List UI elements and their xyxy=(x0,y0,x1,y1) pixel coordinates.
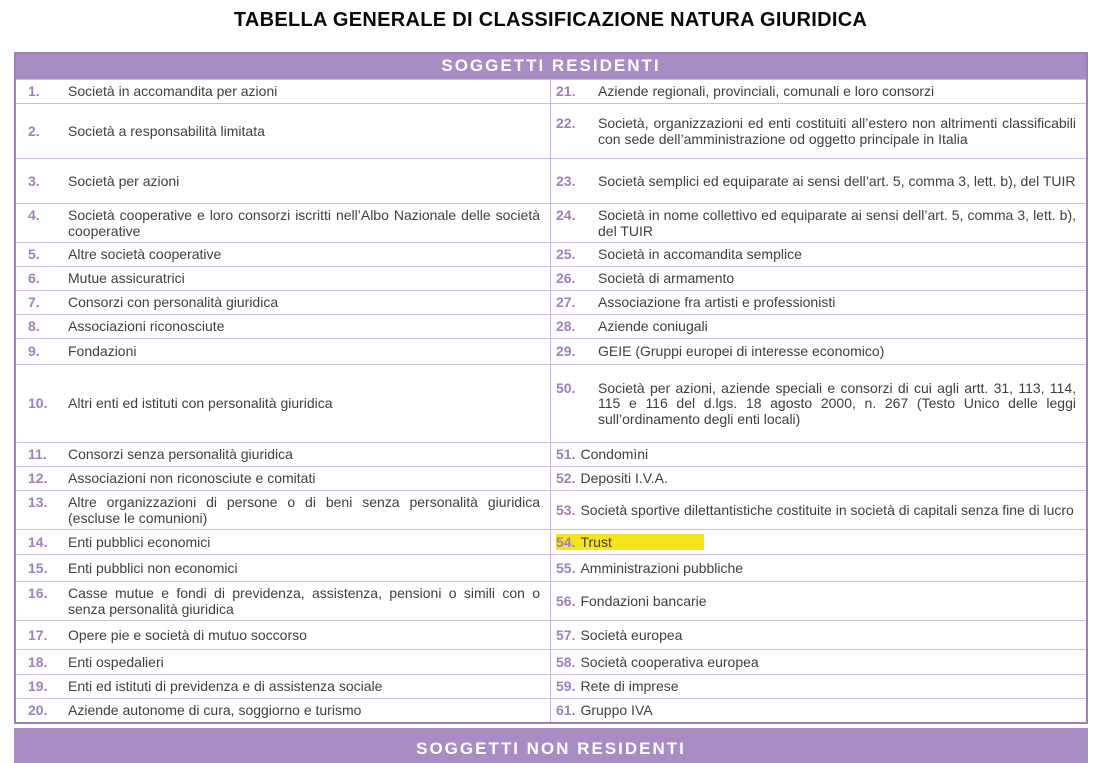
table-row xyxy=(16,698,1086,722)
right-cell xyxy=(551,555,1086,581)
left-cell xyxy=(16,530,551,554)
item-text: Società in accomandita semplice xyxy=(598,246,802,263)
item-text: Aziende regionali, provinciali, comunali e loro consorzi xyxy=(598,83,935,100)
item-number: 9. xyxy=(28,343,40,360)
item-content xyxy=(28,654,164,671)
right-cell xyxy=(551,621,1086,649)
table-row xyxy=(16,649,1086,674)
classification-table-body xyxy=(16,79,1086,722)
item-number: 56. xyxy=(556,592,576,609)
left-cell xyxy=(16,443,551,466)
item-text: Società per azioni, aziende speciali e consorzi di cui agli artt. 31, 113, 114, 115 e 116 del d.lgs. 18 agosto 2000, n. 267 (Testo Unico delle leggi sull’ordinamento degli enti locali) xyxy=(598,379,1076,427)
right-cell xyxy=(551,159,1086,203)
item-text: Amministrazioni pubbliche xyxy=(580,559,744,576)
item-text: Enti pubblici non economici xyxy=(68,559,238,576)
item-content xyxy=(28,318,224,335)
item-content xyxy=(28,585,540,617)
classification-table xyxy=(14,52,1088,763)
item-text: Enti ed istituti di previdenza e di assistenza sociale xyxy=(68,678,383,695)
item-number: 25. xyxy=(556,246,576,263)
item-content xyxy=(28,470,315,487)
item-content xyxy=(556,678,679,695)
item-content xyxy=(556,173,1076,190)
table-row xyxy=(16,79,1086,103)
item-text: Società in nome collettivo ed equiparate ai sensi dell’art. 5, comma 3, lett. b), del TUIR xyxy=(598,207,1076,239)
item-text: Associazioni riconosciute xyxy=(68,318,225,335)
item-number: 19. xyxy=(28,678,48,695)
trust-highlight xyxy=(556,534,704,551)
left-cell xyxy=(16,315,551,338)
item-number: 8. xyxy=(28,318,40,335)
item-text: GEIE (Gruppi europei di interesse economico) xyxy=(598,343,885,360)
item-text: Rete di imprese xyxy=(580,678,679,695)
item-number: 59. xyxy=(556,678,576,695)
item-content xyxy=(556,83,934,100)
table-row xyxy=(16,674,1086,698)
table-row xyxy=(16,554,1086,581)
item-content xyxy=(28,534,210,551)
item-number: 6. xyxy=(28,270,40,287)
item-text: Enti ospedalieri xyxy=(68,653,164,670)
left-cell xyxy=(16,491,551,529)
item-content xyxy=(556,246,802,263)
item-content xyxy=(556,115,1076,147)
item-number: 14. xyxy=(28,533,48,550)
item-content xyxy=(556,318,708,335)
item-number: 21. xyxy=(556,83,576,100)
table-row xyxy=(16,490,1086,529)
item-text: Fondazioni xyxy=(68,343,137,360)
right-cell xyxy=(551,699,1086,722)
item-content xyxy=(28,123,265,140)
left-cell xyxy=(16,621,551,649)
item-content xyxy=(28,83,277,100)
item-content xyxy=(556,446,648,463)
item-content xyxy=(556,593,707,610)
item-content xyxy=(556,270,734,287)
item-number: 61. xyxy=(556,702,576,719)
item-content xyxy=(28,246,221,263)
table-row xyxy=(16,103,1086,158)
item-number: 26. xyxy=(556,270,576,287)
item-number: 15. xyxy=(28,559,48,576)
item-content xyxy=(28,294,278,311)
item-text: Gruppo IVA xyxy=(580,702,653,719)
item-text: Associazione fra artisti e professionisti xyxy=(598,294,836,311)
item-number: 57. xyxy=(556,626,576,643)
left-cell xyxy=(16,267,551,290)
item-number: 28. xyxy=(556,318,576,335)
left-cell xyxy=(16,159,551,203)
item-content xyxy=(556,627,682,644)
item-number: 5. xyxy=(28,246,40,263)
right-cell xyxy=(551,443,1086,466)
right-cell xyxy=(551,291,1086,314)
item-number: 29. xyxy=(556,343,576,360)
table-row xyxy=(16,242,1086,266)
table-row xyxy=(16,314,1086,338)
right-cell xyxy=(551,243,1086,266)
item-number: 3. xyxy=(28,172,40,189)
right-cell xyxy=(551,267,1086,290)
right-cell xyxy=(551,204,1086,242)
right-cell xyxy=(551,467,1086,490)
item-content xyxy=(556,207,1076,239)
table-row xyxy=(16,466,1086,490)
item-number: 22. xyxy=(556,115,576,131)
table-row xyxy=(16,620,1086,649)
left-cell xyxy=(16,555,551,581)
item-text: Società europea xyxy=(580,626,683,643)
item-number: 13. xyxy=(28,494,48,510)
classification-table-border xyxy=(14,52,1088,724)
item-content xyxy=(28,494,540,526)
left-cell xyxy=(16,291,551,314)
item-content xyxy=(28,627,307,644)
item-text: Consorzi senza personalità giuridica xyxy=(68,446,293,463)
table-row xyxy=(16,290,1086,314)
item-text: Mutue assicuratrici xyxy=(68,270,185,287)
item-text: Trust xyxy=(580,533,612,550)
item-text: Altre organizzazioni di persone o di beni senza personalità giuridica (escluse le comunioni) xyxy=(68,494,540,526)
item-number: 24. xyxy=(556,207,576,223)
item-text: Altre società cooperative xyxy=(68,246,222,263)
item-number: 18. xyxy=(28,653,48,670)
right-cell xyxy=(551,80,1086,103)
section-header-non-residenti: SOGGETTI NON RESIDENTI xyxy=(14,728,1088,763)
right-cell xyxy=(551,530,1086,554)
item-number: 17. xyxy=(28,626,48,643)
item-text: Opere pie e società di mutuo soccorso xyxy=(68,626,307,643)
right-cell xyxy=(551,650,1086,674)
item-text: Aziende coniugali xyxy=(598,318,708,335)
table-row xyxy=(16,364,1086,442)
left-cell xyxy=(16,339,551,364)
table-row xyxy=(16,203,1086,242)
right-cell xyxy=(551,315,1086,338)
item-text: Società a responsabilità limitata xyxy=(68,122,265,139)
item-text: Associazioni non riconosciute e comitati xyxy=(68,470,316,487)
right-cell xyxy=(551,582,1086,620)
item-text: Consorzi con personalità giuridica xyxy=(68,294,279,311)
item-text: Società per azioni xyxy=(68,172,180,189)
document-title: TABELLA GENERALE DI CLASSIFICAZIONE NATURA GIURIDICA xyxy=(233,9,868,31)
item-text: Società cooperative e loro consorzi iscritti nell’Albo Nazionale delle società cooperative xyxy=(68,207,540,239)
table-row xyxy=(16,581,1086,620)
item-number: 20. xyxy=(28,702,48,719)
right-cell xyxy=(551,365,1086,442)
item-text: Società sportive dilettantistiche costituite in società di capitali senza fine di lucro xyxy=(580,501,1074,518)
item-content xyxy=(28,343,137,360)
left-cell xyxy=(16,582,551,620)
item-content xyxy=(28,560,238,577)
item-text: Depositi I.V.A. xyxy=(580,470,668,487)
left-cell xyxy=(16,699,551,722)
left-cell xyxy=(16,365,551,442)
table-row xyxy=(16,338,1086,364)
item-text: Società cooperativa europea xyxy=(580,653,759,670)
left-cell xyxy=(16,80,551,103)
left-cell xyxy=(16,243,551,266)
item-content xyxy=(28,702,361,719)
item-number: 52. xyxy=(556,470,576,487)
item-text: Società semplici ed equiparate ai sensi dell’art. 5, comma 3, lett. b), del TUIR xyxy=(598,172,1076,189)
item-text: Società di armamento xyxy=(598,270,735,287)
item-text: Fondazioni bancarie xyxy=(580,592,707,609)
item-content xyxy=(28,207,540,239)
item-text: Condomìni xyxy=(580,446,649,463)
item-text: Aziende autonome di cura, soggiorno e turismo xyxy=(68,702,362,719)
left-cell xyxy=(16,467,551,490)
item-number: 27. xyxy=(556,294,576,311)
item-number: 2. xyxy=(28,122,40,139)
right-cell xyxy=(551,104,1086,158)
item-number: 58. xyxy=(556,653,576,670)
left-cell xyxy=(16,104,551,158)
right-cell xyxy=(551,675,1086,698)
right-cell xyxy=(551,491,1086,529)
item-content xyxy=(28,446,293,463)
left-cell xyxy=(16,650,551,674)
item-content xyxy=(556,380,1076,428)
table-row xyxy=(16,158,1086,203)
item-text: Società, organizzazioni ed enti costituiti all’estero non altrimenti classificabili con sede dell’amministrazione od oggetto principale in Italia xyxy=(598,115,1076,147)
item-number: 50. xyxy=(556,379,576,396)
item-number: 55. xyxy=(556,559,576,576)
section-header-residenti: SOGGETTI RESIDENTI xyxy=(16,54,1086,79)
right-cell xyxy=(551,339,1086,364)
item-number: 16. xyxy=(28,585,48,601)
item-content xyxy=(28,395,333,412)
item-content xyxy=(556,654,759,671)
table-row xyxy=(16,266,1086,290)
item-number: 7. xyxy=(28,294,40,311)
item-content xyxy=(556,702,653,719)
item-content xyxy=(556,502,1074,519)
item-content xyxy=(28,270,185,287)
item-text: Altri enti ed istituti con personalità giuridica xyxy=(68,395,333,412)
item-content xyxy=(556,560,743,577)
item-number: 51. xyxy=(556,446,576,463)
item-text: Società in accomandita per azioni xyxy=(68,83,278,100)
item-content xyxy=(556,470,668,487)
item-number: 54. xyxy=(556,533,576,550)
item-number: 53. xyxy=(556,501,576,518)
item-number: 10. xyxy=(28,395,48,412)
left-cell xyxy=(16,675,551,698)
item-number: 4. xyxy=(28,207,40,223)
item-number: 23. xyxy=(556,172,576,189)
item-number: 1. xyxy=(28,83,40,100)
table-row xyxy=(16,529,1086,554)
item-text: Enti pubblici economici xyxy=(68,533,211,550)
item-content xyxy=(28,678,382,695)
item-text: Casse mutue e fondi di previdenza, assistenza, pensioni o simili con o senza personalità giuridica xyxy=(68,585,540,617)
left-cell xyxy=(16,204,551,242)
item-content xyxy=(556,294,835,311)
item-number: 12. xyxy=(28,470,48,487)
table-row xyxy=(16,442,1086,466)
item-content xyxy=(28,173,179,190)
item-content xyxy=(556,343,884,360)
item-number: 11. xyxy=(28,446,47,463)
